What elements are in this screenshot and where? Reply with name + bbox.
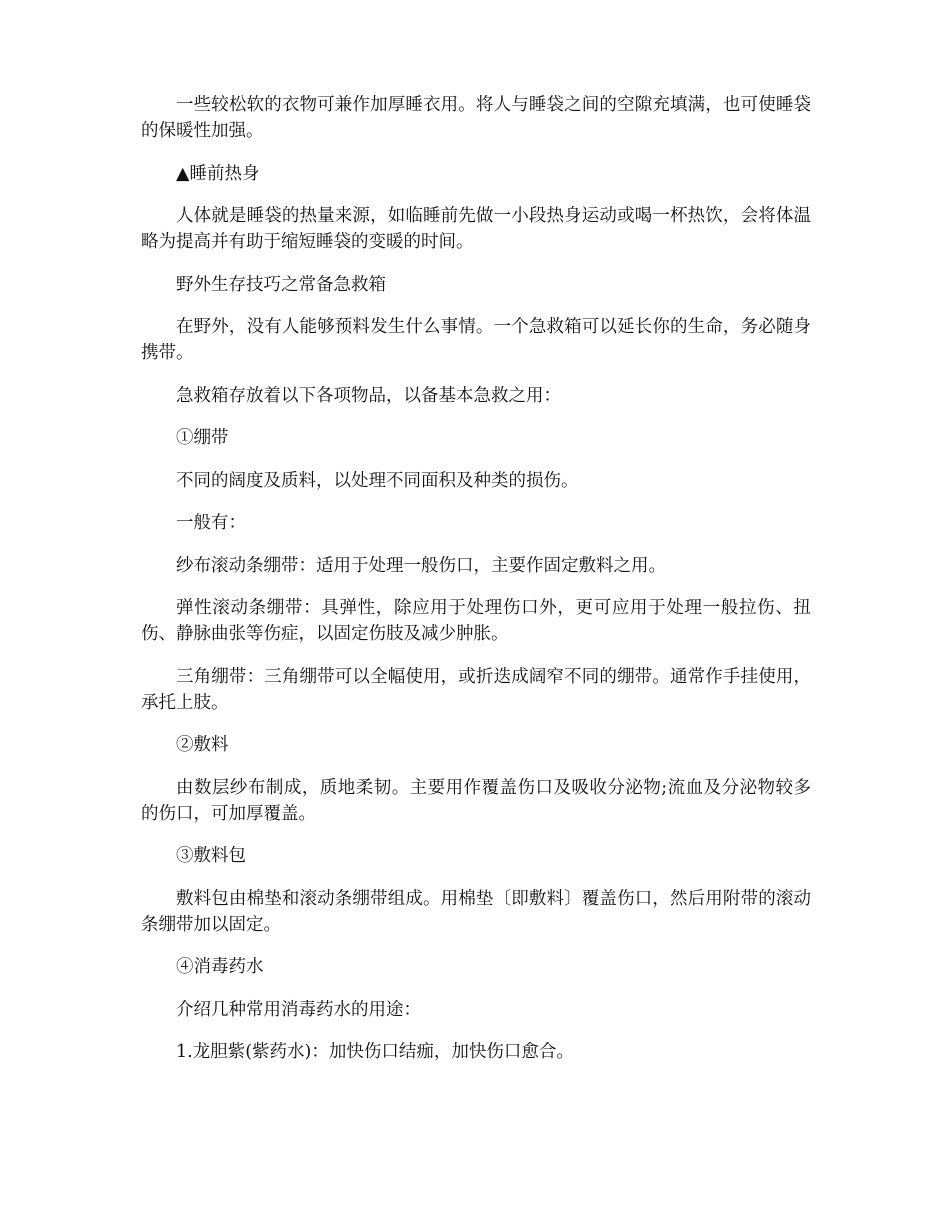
- list-heading: ①绷带: [176, 428, 229, 448]
- paragraph: 1.龙胆紫(紫药水)：加快伤口结痂，加快伤口愈合。: [176, 1042, 574, 1062]
- paragraph: 一般有：: [176, 513, 246, 533]
- document-body: [141, 92, 811, 1082]
- list-heading: ④消毒药水: [176, 957, 264, 977]
- paragraph: 一些较松软的衣物可兼作加厚睡衣用。将人与睡袋之间的空隙充填满，也可使睡袋的保暖性加强。: [141, 95, 811, 141]
- list-heading: ③敷料包: [176, 846, 246, 866]
- paragraph: 由数层纱布制成，质地柔韧。主要用作覆盖伤口及吸收分泌物;流血及分泌物较多的伤口，可加厚覆盖。: [141, 777, 811, 824]
- paragraph: 急救箱存放着以下各项物品，以备基本急救之用：: [176, 385, 561, 406]
- paragraph: 纱布滚动条绷带：适用于处理一般伤口，主要作固定敷料之用。: [176, 555, 666, 576]
- paragraph: 人体就是睡袋的热量来源，如临睡前先做一小段热身运动或喝一杯热饮，会将体温略为提高并有助于缩短睡袋的变暖的时间。: [141, 206, 811, 252]
- paragraph: 三角绷带：三角绷带可以全幅使用，或折迭成阔窄不同的绷带。通常作手挂使用，承托上肢。: [141, 666, 811, 713]
- paragraph: 在野外，没有人能够预料发生什么事情。一个急救箱可以延长你的生命，务必随身携带。: [141, 317, 811, 363]
- section-heading: ▲睡前热身: [176, 163, 260, 184]
- paragraph: 弹性滚动条绷带：具弹性，除应用于处理伤口外，更可应用于处理一般拉伤、扭伤、静脉曲张等伤症，以固定伤肢及减少肿胀。: [141, 598, 811, 644]
- section-heading: 野外生存技巧之常备急救箱: [176, 274, 386, 295]
- paragraph: 不同的阔度及质料，以处理不同面积及种类的损伤。: [176, 470, 579, 491]
- paragraph: 介绍几种常用消毒药水的用途：: [176, 999, 421, 1020]
- paragraph: 敷料包由棉垫和滚动条绷带组成。用棉垫〔即敷料〕覆盖伤口，然后用附带的滚动条绷带加以固定。: [141, 888, 811, 935]
- list-heading: ②敷料: [176, 735, 229, 755]
